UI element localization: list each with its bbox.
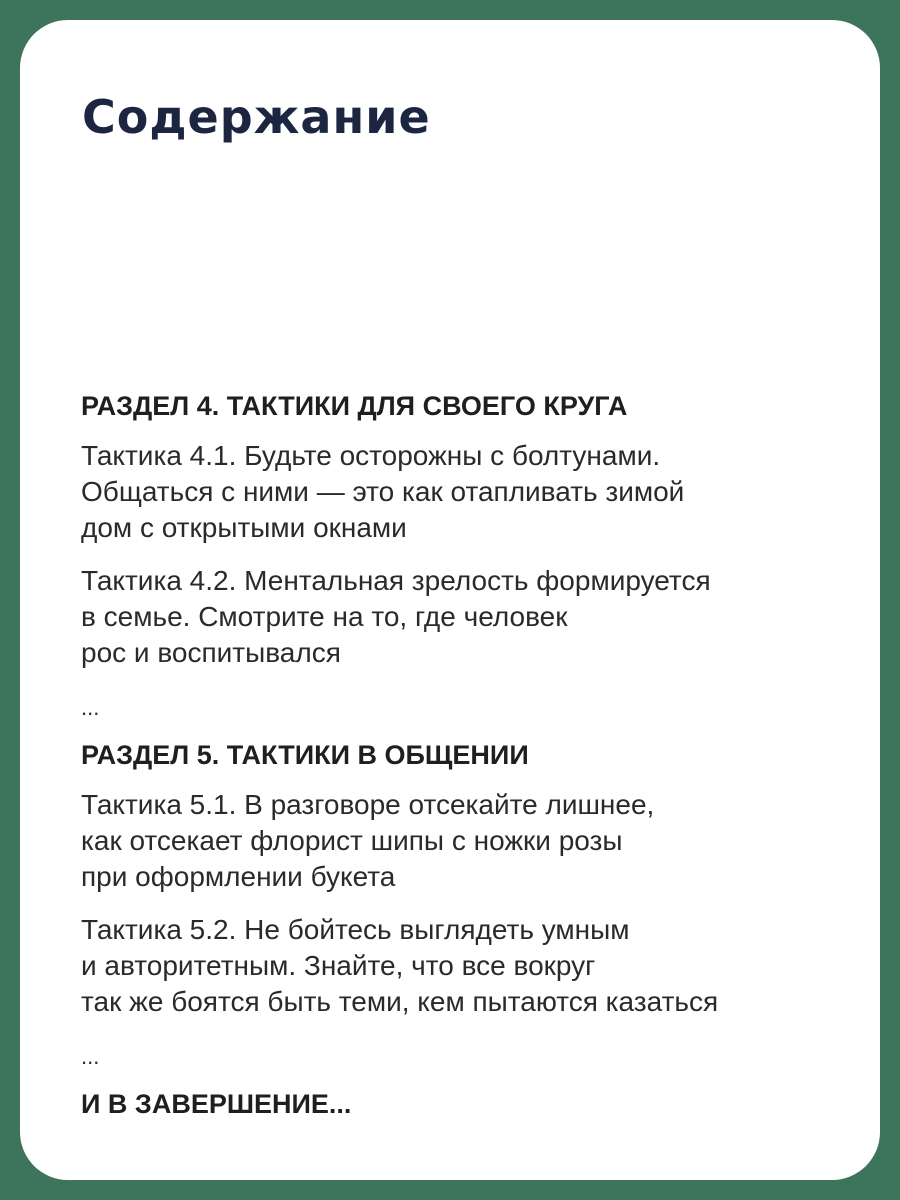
tactic-line: как отсекает флорист шипы с ножки розы bbox=[81, 825, 623, 856]
tactic-line: дом с открытыми окнами bbox=[81, 512, 407, 543]
section-5-heading: РАЗДЕЛ 5. ТАКТИКИ В ОБЩЕНИИ bbox=[81, 740, 529, 770]
tactic-line: при оформлении букета bbox=[81, 861, 396, 892]
tactic-line: Тактика 5.2. Не бойтесь выглядеть умным bbox=[81, 914, 630, 945]
closing-heading: И В ЗАВЕРШЕНИЕ... bbox=[81, 1089, 352, 1119]
tactic-line: Общаться с ними — это как отапливать зимой bbox=[81, 476, 685, 507]
tactic-4-1 bbox=[81, 438, 841, 546]
tactic-line: так же боятся быть теми, кем пытаются казаться bbox=[81, 986, 719, 1017]
section-4-heading: РАЗДЕЛ 4. ТАКТИКИ ДЛЯ СВОЕГО КРУГА bbox=[81, 391, 628, 421]
tactic-line: рос и воспитывался bbox=[81, 637, 341, 668]
section-4-ellipsis: ... bbox=[81, 695, 100, 720]
tactic-line: Тактика 5.1. В разговоре отсекайте лишнее, bbox=[81, 789, 655, 820]
tactic-line: Тактика 4.1. Будьте осторожны с болтунами. bbox=[81, 440, 661, 471]
tactic-line: и авторитетным. Знайте, что все вокруг bbox=[81, 950, 596, 981]
tactic-5-1 bbox=[81, 787, 841, 895]
table-of-contents bbox=[81, 386, 841, 1124]
section-5-ellipsis: ... bbox=[81, 1044, 100, 1069]
tactic-line: Тактика 4.2. Ментальная зрелость формируется bbox=[81, 565, 711, 596]
tactic-4-2 bbox=[81, 563, 841, 671]
content-card bbox=[20, 20, 880, 1180]
tactic-line: в семье. Смотрите на то, где человек bbox=[81, 601, 568, 632]
page-title: Содержание bbox=[82, 90, 431, 144]
tactic-5-2 bbox=[81, 912, 841, 1020]
